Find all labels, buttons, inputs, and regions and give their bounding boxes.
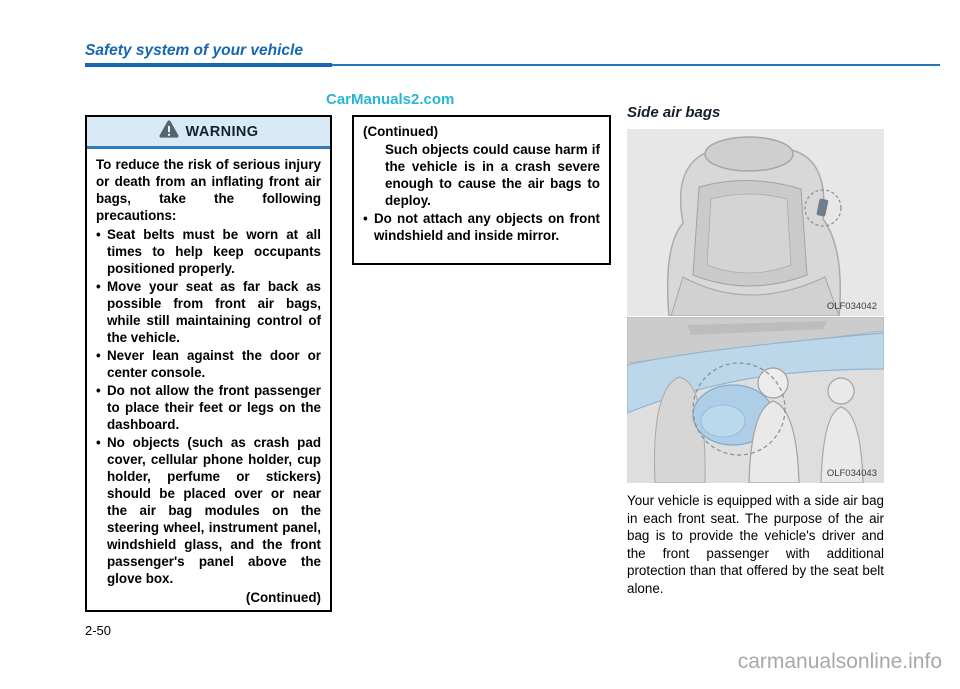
bullet-text: Do not allow the front passenger to place their feet or legs on the dashboard. <box>107 383 321 432</box>
image2-label: OLF034043 <box>826 468 877 479</box>
bullet-text: Do not attach any objects on front windshield and inside mirror. <box>374 211 600 243</box>
header-rule-thick <box>85 63 332 67</box>
watermark-carmanualsonline: carmanualsonline.info <box>737 650 942 673</box>
side-airbags-paragraph: Your vehicle is equipped with a side air bag in each front seat. The purpose of the air bag is to provide the vehicle's driver and the front passenger with additional protection than that offered by the seat belt alone. <box>627 493 884 596</box>
warning-bullet <box>96 226 321 277</box>
warning-intro: To reduce the risk of serious injury or death from an inflating front air bags, take the following precautions: <box>96 157 321 223</box>
continued-paragraph: Such objects could cause harm if the vehicle is in a crash severe enough to cause the air bags to deploy. <box>385 142 600 208</box>
seat-side-airbag-image <box>627 129 884 316</box>
warning-bullet <box>96 434 321 587</box>
warning-box-body <box>87 149 330 611</box>
bullet-dot: • <box>363 211 368 226</box>
warning-triangle-icon <box>159 120 179 143</box>
bullet-text: Never lean against the door or center console. <box>107 348 321 380</box>
warning-box-header <box>87 117 330 149</box>
warning-bullet <box>96 382 321 433</box>
bullet-dot: • <box>96 348 101 363</box>
section-heading-side-air-bags: Side air bags <box>627 104 721 121</box>
warning-title: WARNING <box>185 123 259 140</box>
header-rule-thin <box>332 64 940 66</box>
page-title: Safety system of your vehicle <box>85 42 303 59</box>
warning-bullet <box>96 278 321 346</box>
header-rule <box>85 63 940 67</box>
bullet-dot: • <box>96 435 101 450</box>
warning-box <box>85 115 332 612</box>
page-number: 2-50 <box>85 623 112 638</box>
watermark-carmanuals2: CarManuals2.com <box>326 91 455 108</box>
warning-continued-box <box>352 115 611 265</box>
bullet-dot: • <box>96 383 101 398</box>
image1-label: OLF034042 <box>826 301 877 312</box>
continued-label: (Continued) <box>363 124 439 139</box>
bullet-text: Seat belts must be worn at all times to help keep occupants positioned properly. <box>107 227 321 276</box>
warning-bullet <box>96 347 321 381</box>
bullet-dot: • <box>96 227 101 242</box>
bullet-text: No objects (such as crash pad cover, cellular phone holder, cup holder, perfume or stickers) should be placed over or near the air bag modules on the steering wheel, instrument panel, windshield glass, and the front passenger's panel above the glove box. <box>107 435 321 586</box>
continued-bullet <box>363 210 600 244</box>
curtain-airbag-image <box>627 317 884 483</box>
warning-continued-label: (Continued) <box>245 590 321 605</box>
bullet-text: Move your seat as far back as possible from front air bags, while still maintaining control of the vehicle. <box>107 279 321 345</box>
bullet-dot: • <box>96 279 101 294</box>
